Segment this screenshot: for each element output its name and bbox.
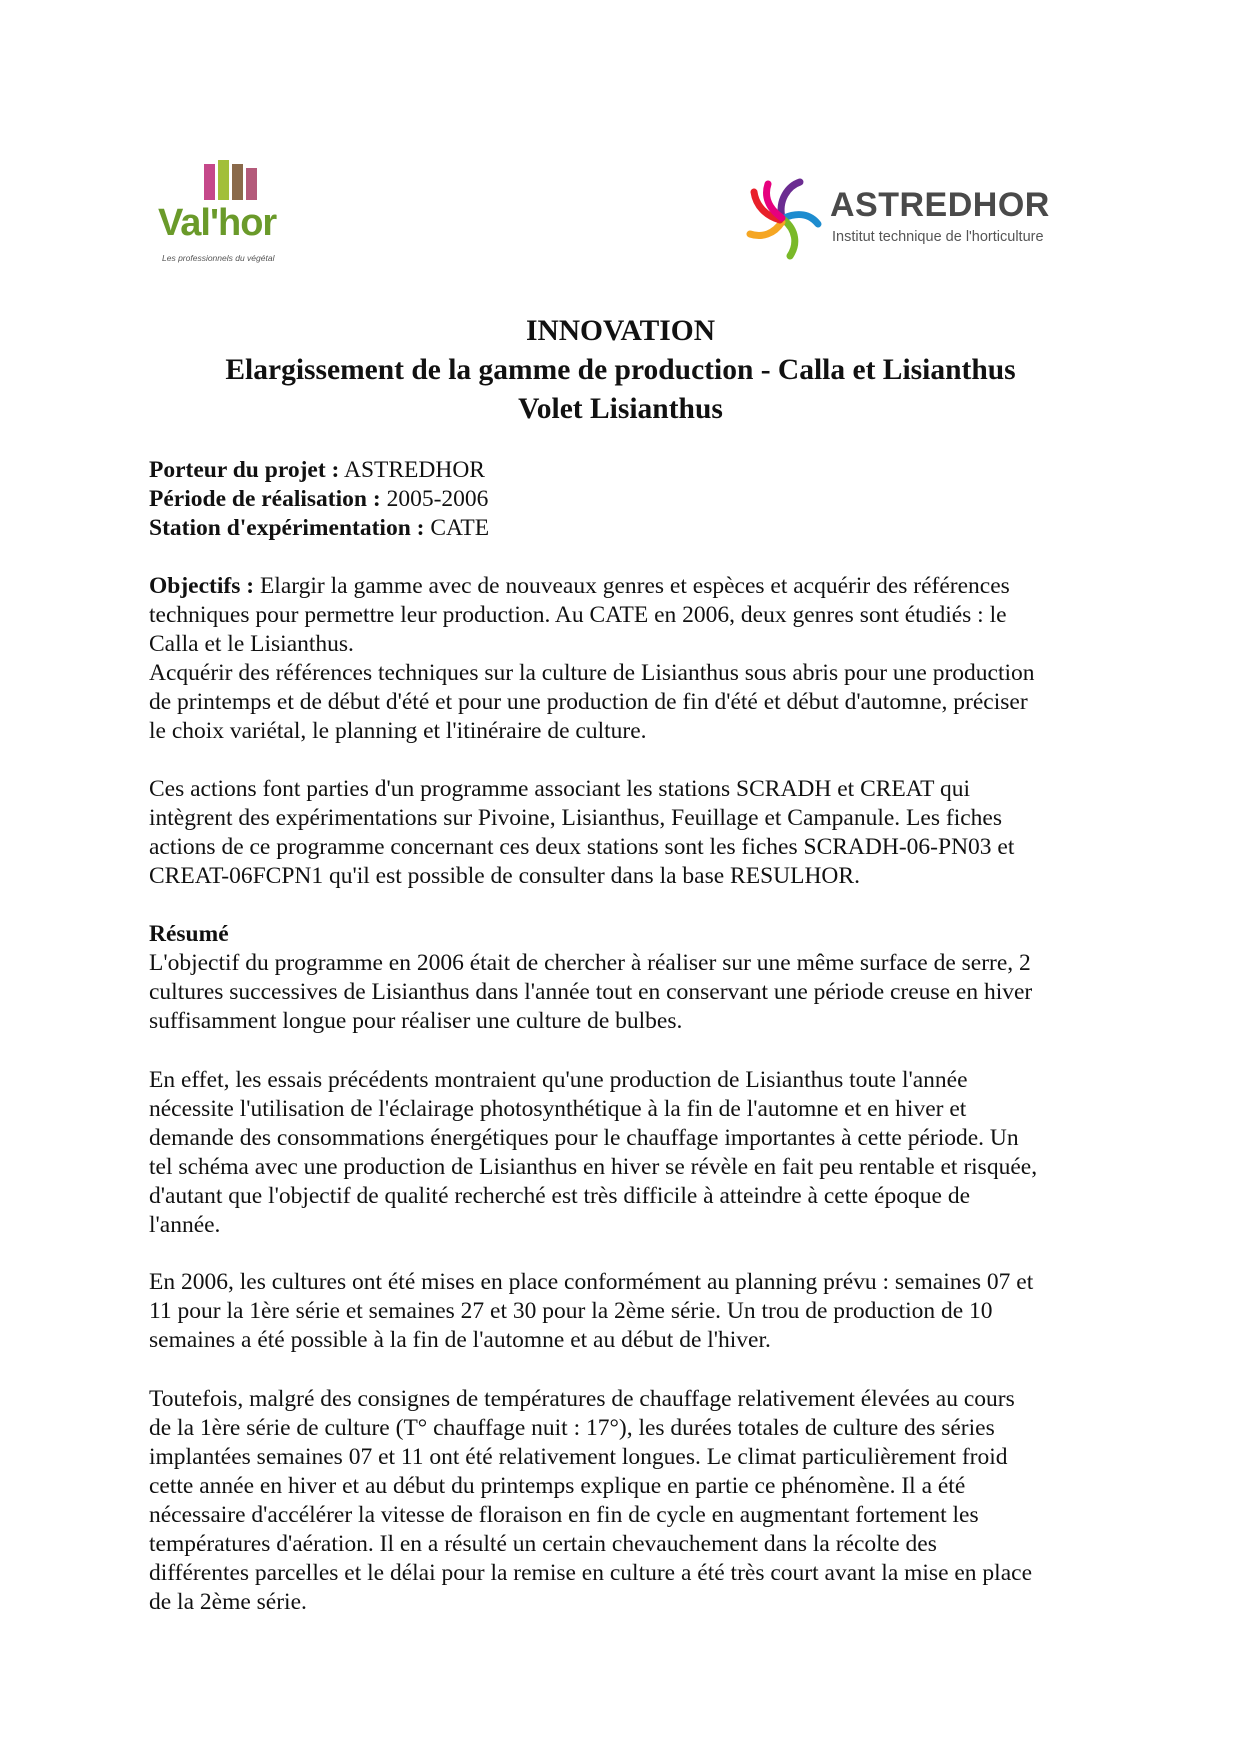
objectifs-label: Objectifs : <box>149 573 255 599</box>
resume-line: nécessaire d'accélérer la vitesse de floraison en fin de cycle en augmentant fortement les <box>149 1502 979 1528</box>
valhor-logo <box>158 160 293 268</box>
resume-heading: Résumé <box>149 921 229 947</box>
meta-porteur-label: Porteur du projet : <box>149 457 340 483</box>
objectifs-line: Acquérir des références techniques sur la culture de Lisianthus sous abris pour une production <box>149 660 1035 686</box>
title-innovation: INNOVATION <box>525 315 716 347</box>
resume-line: En 2006, les cultures ont été mises en place conformément au planning prévu : semaines 07 et <box>149 1269 1034 1295</box>
resume-section <box>149 920 1109 1036</box>
valhor-flag-icon <box>202 160 262 202</box>
objectifs-text: Elargir la gamme avec de nouveaux genres et espèces et acquérir des références <box>259 573 1010 599</box>
resume-line: nécessite l'utilisation de l'éclairage photosynthétique à la fin de l'automne et en hiver et <box>149 1096 967 1122</box>
resume-paragraph-3 <box>149 1268 1109 1355</box>
objectifs-line: techniques pour permettre leur production. Au CATE en 2006, deux genres sont étudiés : le <box>149 602 1007 628</box>
meta-porteur <box>149 456 1109 485</box>
meta-periode-value: 2005-2006 <box>386 486 489 512</box>
resume-line: implantées semaines 07 et 11 ont été relativement longues. Le climat particulièrement froid <box>149 1444 1008 1470</box>
resume-line: 11 pour la 1ère série et semaines 27 et 30 pour la 2ème série. Un trou de production de 10 <box>149 1298 993 1324</box>
objectifs-line <box>149 572 1109 601</box>
objectifs-section <box>149 572 1109 746</box>
resume-line: températures d'aération. Il en a résulté un certain chevauchement dans la récolte des <box>149 1531 937 1557</box>
resume-line: demande des consommations énergétiques pour le chauffage importantes à cette période. Un <box>149 1125 1019 1151</box>
astredhor-tagline: Institut technique de l'horticulture <box>832 229 1044 245</box>
programme-line: intègrent des expérimentations sur Pivoine, Lisianthus, Feuillage et Campanule. Les fiches <box>149 805 1002 831</box>
valhor-wordmark: Val'hor <box>158 202 277 244</box>
project-meta <box>149 456 1109 543</box>
resume-line: Toutefois, malgré des consignes de températures de chauffage relativement élevées au cours <box>149 1386 1015 1412</box>
title-main: Elargissement de la gamme de production - Calla et Lisianthus <box>225 354 1016 386</box>
meta-periode-label: Période de réalisation : <box>149 486 381 512</box>
astredhor-wordmark: ASTREDHOR <box>830 186 1050 224</box>
meta-station-value: CATE <box>430 515 490 541</box>
document-title <box>0 312 1241 429</box>
resume-line: L'objectif du programme en 2006 était de chercher à réaliser sur une même surface de serre, 2 <box>149 950 1031 976</box>
resume-line: de la 1ère série de culture (T° chauffage nuit : 17°), les durées totales de culture des séries <box>149 1415 995 1441</box>
programme-line: Ces actions font parties d'un programme associant les stations SCRADH et CREAT qui <box>149 776 970 802</box>
astredhor-logo <box>738 172 1068 268</box>
resume-line: d'autant que l'objectif de qualité recherché est très difficile à atteindre à cette époque de <box>149 1183 970 1209</box>
meta-station <box>149 514 1109 543</box>
objectifs-line: le choix variétal, le planning et l'itinéraire de culture. <box>149 718 647 744</box>
programme-paragraph <box>149 775 1109 891</box>
resume-paragraph-2 <box>149 1066 1109 1240</box>
title-volet: Volet Lisianthus <box>518 393 723 425</box>
objectifs-line: Calla et le Lisianthus. <box>149 631 354 657</box>
resume-line: suffisamment longue pour réaliser une culture de bulbes. <box>149 1008 683 1034</box>
resume-line: En effet, les essais précédents montraient qu'une production de Lisianthus toute l'année <box>149 1067 968 1093</box>
programme-line: actions de ce programme concernant ces deux stations sont les fiches SCRADH-06-PN03 et <box>149 834 1015 860</box>
resume-line: tel schéma avec une production de Lisianthus en hiver se révèle en fait peu rentable et risquée, <box>149 1154 1038 1180</box>
programme-line: CREAT-06FCPN1 qu'il est possible de consulter dans la base RESULHOR. <box>149 863 860 889</box>
meta-periode <box>149 485 1109 514</box>
resume-line: semaines a été possible à la fin de l'automne et au début de l'hiver. <box>149 1327 771 1353</box>
resume-paragraph-4 <box>149 1385 1109 1617</box>
resume-line: l'année. <box>149 1212 221 1238</box>
objectifs-line: de printemps et de début d'été et pour une production de fin d'été et début d'automne, préciser <box>149 689 1028 715</box>
resume-line: cultures successives de Lisianthus dans l'année tout en conservant une période creuse en hiver <box>149 979 1033 1005</box>
valhor-tagline: Les professionnels du végétal <box>162 253 275 263</box>
resume-line: de la 2ème série. <box>149 1589 307 1615</box>
resume-line: cette année en hiver et au début du printemps explique en partie ce phénomène. Il a été <box>149 1473 966 1499</box>
meta-station-label: Station d'expérimentation : <box>149 515 425 541</box>
astredhor-star-icon <box>738 172 828 268</box>
meta-porteur-value: ASTREDHOR <box>343 457 485 483</box>
resume-line: différentes parcelles et le délai pour la remise en culture a été très court avant la mise en place <box>149 1560 1033 1586</box>
